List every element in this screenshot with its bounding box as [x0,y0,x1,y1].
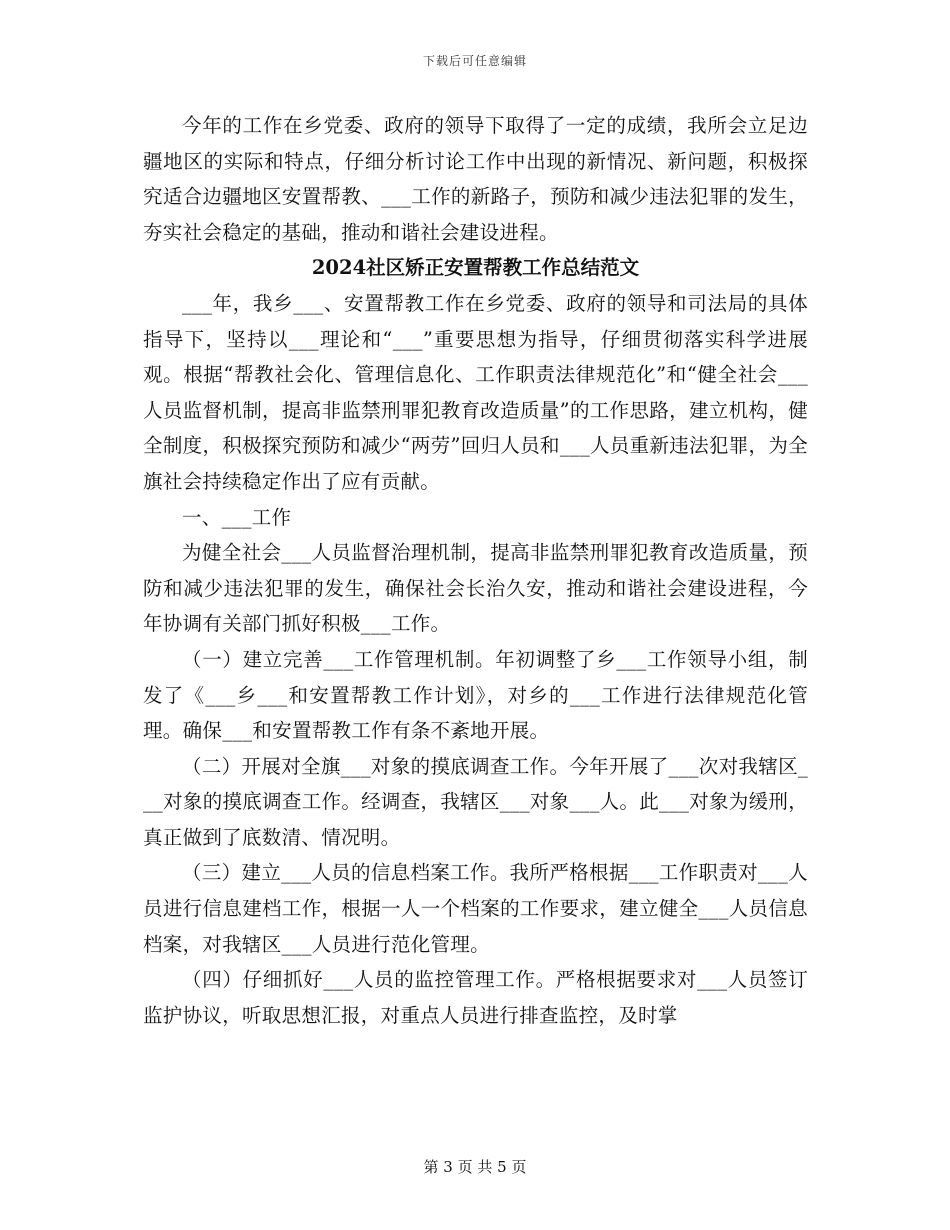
paragraph-item-4: （四）仔细抓好___人员的监控管理工作。严格根据要求对___人员签订监护协议，听取思想汇报，对重点人员进行排查监控，及时掌 [143,968,808,1027]
section-heading-1: 一、___工作 [182,505,292,529]
paragraph-item-1: （一）建立完善___工作管理机制。年初调整了乡___工作领导小组，制发了《___乡___和安置帮教工作计划》，对乡的___工作进行法律规范化管理。确保___和安置帮教工作有条不紊地开展。 [143,647,808,743]
paragraph-item-3: （三）建立___人员的信息档案工作。我所严格根据___工作职责对___人员进行信息建档工作，根据一人一个档案的工作要求，建立健全___人员信息档案，对我辖区___人员进行范化管理。 [143,861,808,956]
paragraph-section-1: 为健全社会___人员监督治理机制，提高非监禁刑罪犯教育改造质量，预防和减少违法犯罪的发生，确保社会长治久安，推动和谐社会建设进程，今年协调有关部门抓好积极___工作。 [143,541,808,636]
paragraph-item-2: （二）开展对全旗___对象的摸底调查工作。今年开展了___次对我辖区___对象的摸底调查工作。经调查，我辖区___对象___人。此___对象为缓刑，真正做到了底数清、情况明。 [143,754,808,849]
page-number: 第 3 页 共 5 页 [423,1158,527,1176]
document-title: 2024社区矫正安置帮教工作总结范文 [311,256,640,280]
intro-paragraph: 今年的工作在乡党委、政府的领导下取得了一定的成绩，我所会立足边疆地区的实际和特点，仔细分析讨论工作中出现的新情况、新问题，积极探究适合边疆地区安置帮教、___工作的新路子，预防和减少违法犯罪的发生，夯实社会稳定的基础，推动和谐社会建设进程。 [143,114,808,244]
paragraph-overview: ___年，我乡___、安置帮教工作在乡党委、政府的领导和司法局的具体指导下，坚持以___理论和“___”重要思想为指导，仔细贯彻落实科学进展观。根据“帮教社会化、管理信息化、工作职责法律规范化”和“健全社会___人员监督机制，提高非监禁刑罪犯教育改造质量”的工作思路，建立机构，健全制度，积极探究预防和减少“两劳”回归人员和___人员重新违法犯罪，为全旗社会持续稳定作出了应有贡献。 [143,291,808,493]
page-header: 下载后可任意编辑 [422,54,527,68]
document-body [143,108,808,1033]
